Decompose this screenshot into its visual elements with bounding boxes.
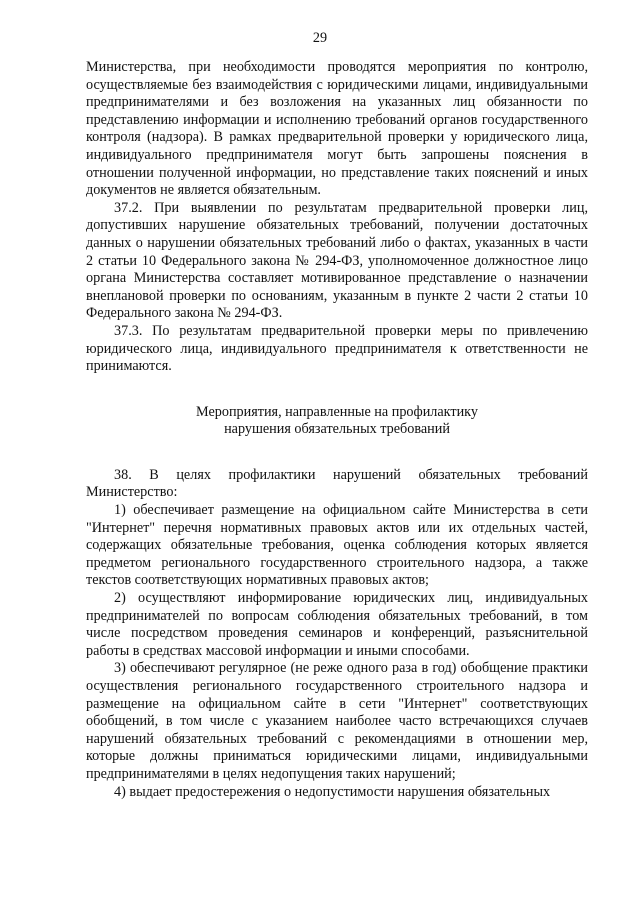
document-body <box>86 59 588 801</box>
section-heading <box>86 404 588 439</box>
section-body <box>86 467 588 801</box>
paragraph-38: 38. В целях профилактики нарушений обязательных требований Министерство: <box>86 466 588 501</box>
list-item-1: 1) обеспечивает размещение на официальном сайте Министерства в сети "Интернет" перечня нормативных правовых актов или их отдельных частей, содержащих обязательные требования, оценка соблюдения которых является предметом регионального государственного строительного надзора, а также текстов соответствующих нормативных правовых актов; <box>86 502 588 589</box>
list-item-4: 4) выдает предостережения о недопустимости нарушения обязательных <box>114 783 551 800</box>
section-heading-line-1: Мероприятия, направленные на профилактику <box>196 403 478 420</box>
paragraph-continuation: Министерства, при необходимости проводятся мероприятия по контролю, осуществляемые без взаимодействия с юридическими лицами, индивидуальными предпринимателями и без возложения на указанных лиц обязанности по представлению информации и исполнению требований органов государственного контроля (надзора). В рамках предварительной проверки у юридического лица, индивидуального предпринимателя могут быть запрошены пояснения в отношении полученной информации, но представление таких пояснений и иных документов не является обязательным. <box>86 59 588 199</box>
section-heading-line-2: нарушения обязательных требований <box>224 421 450 438</box>
list-item-2: 2) осуществляют информирование юридических лиц, индивидуальных предпринимателей по вопросам соблюдения обязательных требований, в том числе посредством проведения семинаров и конференций, разъяснительной работы в средствах массовой информации и иными способами. <box>86 590 588 659</box>
paragraph-37-2: 37.2. При выявлении по результатам предварительной проверки лиц, допустивших нарушение обязательных требований, получении достаточных данных о нарушении обязательных требований либо о фактах, указанных в части 2 статьи 10 Федерального закона № 294-ФЗ, уполномоченное должностное лицо органа Министерства составляет мотивированное представление о назначении внеплановой проверки по основаниям, указанным в пункте 2 части 2 статьи 10 Федерального закона № 294-ФЗ. <box>86 199 588 322</box>
paragraph-37-3: 37.3. По результатам предварительной проверки меры по привлечению юридического лица, индивидуального предпринимателя к ответственности не принимаются. <box>86 322 588 375</box>
page-number: 29 <box>312 30 328 46</box>
list-item-3: 3) обеспечивают регулярное (не реже одного раза в год) обобщение практики осуществления регионального государственного строительного надзора и размещение на официальном сайте в сети "Интернет" соответствующих обобщений, в том числе с указанием наиболее часто встречающихся случаев нарушений обязательных требований с рекомендациями в отношении мер, которые должны приниматься юридическими лицами, индивидуальными предпринимателями в целях недопущения таких нарушений; <box>86 660 588 782</box>
